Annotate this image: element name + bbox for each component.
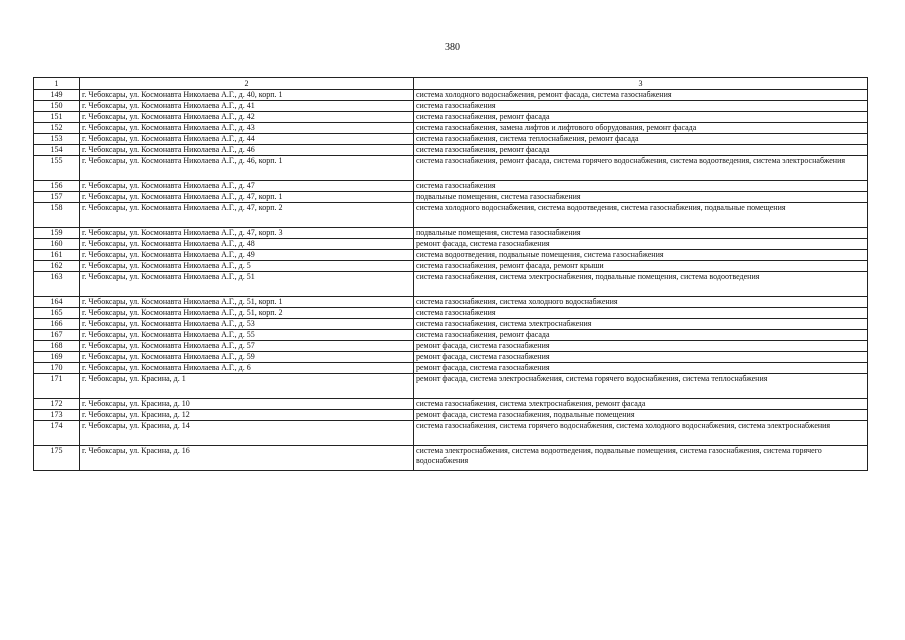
works-cell: система газоснабжения, система горячего водоснабжения, система холодного водоснабжения, система электроснабжения xyxy=(414,421,868,446)
row-number-cell: 172 xyxy=(34,399,80,410)
table-row xyxy=(34,330,868,341)
column-header-works: 3 xyxy=(414,78,868,90)
address-cell: г. Чебоксары, ул. Космонавта Николаева А.Г., д. 46, корп. 1 xyxy=(80,156,414,181)
page-number: 380 xyxy=(445,42,460,53)
address-cell: г. Чебоксары, ул. Космонавта Николаева А.Г., д. 59 xyxy=(80,352,414,363)
address-cell: г. Чебоксары, ул. Красина, д. 12 xyxy=(80,410,414,421)
works-cell: система газоснабжения, ремонт фасада, ремонт крыши xyxy=(414,261,868,272)
row-number-cell: 166 xyxy=(34,319,80,330)
address-cell: г. Чебоксары, ул. Космонавта Николаева А.Г., д. 44 xyxy=(80,134,414,145)
row-number-cell: 153 xyxy=(34,134,80,145)
address-cell: г. Чебоксары, ул. Космонавта Николаева А.Г., д. 47 xyxy=(80,181,414,192)
works-cell: система газоснабжения, ремонт фасада xyxy=(414,112,868,123)
works-cell: система газоснабжения xyxy=(414,101,868,112)
table-row xyxy=(34,272,868,297)
address-cell: г. Чебоксары, ул. Космонавта Николаева А.Г., д. 46 xyxy=(80,145,414,156)
address-cell: г. Чебоксары, ул. Космонавта Николаева А.Г., д. 47, корп. 1 xyxy=(80,192,414,203)
works-cell: ремонт фасада, система газоснабжения xyxy=(414,352,868,363)
address-cell: г. Чебоксары, ул. Красина, д. 16 xyxy=(80,446,414,471)
address-cell: г. Чебоксары, ул. Космонавта Николаева А.Г., д. 5 xyxy=(80,261,414,272)
works-cell: система газоснабжения, замена лифтов и лифтового оборудования, ремонт фасада xyxy=(414,123,868,134)
row-number-cell: 168 xyxy=(34,341,80,352)
address-cell: г. Чебоксары, ул. Космонавта Николаева А.Г., д. 47, корп. 2 xyxy=(80,203,414,228)
table-row xyxy=(34,181,868,192)
works-cell: подвальные помещения, система газоснабжения xyxy=(414,192,868,203)
row-number-cell: 152 xyxy=(34,123,80,134)
table-row xyxy=(34,399,868,410)
row-number-cell: 165 xyxy=(34,308,80,319)
table-row xyxy=(34,319,868,330)
table-row xyxy=(34,352,868,363)
table-row xyxy=(34,374,868,399)
row-number-cell: 157 xyxy=(34,192,80,203)
works-cell: система газоснабжения, система холодного водоснабжения xyxy=(414,297,868,308)
table-row xyxy=(34,297,868,308)
row-number-cell: 155 xyxy=(34,156,80,181)
table-row xyxy=(34,363,868,374)
table-row xyxy=(34,446,868,471)
address-cell: г. Чебоксары, ул. Космонавта Николаева А.Г., д. 49 xyxy=(80,250,414,261)
table-row xyxy=(34,192,868,203)
works-cell: ремонт фасада, система газоснабжения xyxy=(414,239,868,250)
row-number-cell: 161 xyxy=(34,250,80,261)
address-cell: г. Чебоксары, ул. Космонавта Николаева А.Г., д. 51, корп. 2 xyxy=(80,308,414,319)
row-number-cell: 159 xyxy=(34,228,80,239)
works-cell: система газоснабжения, ремонт фасада xyxy=(414,330,868,341)
row-number-cell: 175 xyxy=(34,446,80,471)
table-row xyxy=(34,421,868,446)
address-cell: г. Чебоксары, ул. Космонавта Николаева А.Г., д. 6 xyxy=(80,363,414,374)
address-cell: г. Чебоксары, ул. Космонавта Николаева А.Г., д. 55 xyxy=(80,330,414,341)
table-row xyxy=(34,250,868,261)
works-cell: ремонт фасада, система электроснабжения, система горячего водоснабжения, система теплоснабжения xyxy=(414,374,868,399)
table-header-row xyxy=(34,78,868,90)
row-number-cell: 173 xyxy=(34,410,80,421)
table-row xyxy=(34,341,868,352)
row-number-cell: 162 xyxy=(34,261,80,272)
row-number-cell: 170 xyxy=(34,363,80,374)
address-cell: г. Чебоксары, ул. Космонавта Николаева А.Г., д. 43 xyxy=(80,123,414,134)
row-number-cell: 150 xyxy=(34,101,80,112)
row-number-cell: 163 xyxy=(34,272,80,297)
address-cell: г. Чебоксары, ул. Космонавта Николаева А.Г., д. 53 xyxy=(80,319,414,330)
address-cell: г. Чебоксары, ул. Космонавта Николаева А.Г., д. 48 xyxy=(80,239,414,250)
table-row xyxy=(34,410,868,421)
repair-table xyxy=(33,77,868,471)
works-cell: ремонт фасада, система газоснабжения, подвальные помещения xyxy=(414,410,868,421)
row-number-cell: 158 xyxy=(34,203,80,228)
address-cell: г. Чебоксары, ул. Космонавта Николаева А.Г., д. 41 xyxy=(80,101,414,112)
row-number-cell: 156 xyxy=(34,181,80,192)
works-cell: система водоотведения, подвальные помещения, система газоснабжения xyxy=(414,250,868,261)
works-cell: система холодного водоснабжения, ремонт фасада, система газоснабжения xyxy=(414,90,868,101)
table-row xyxy=(34,239,868,250)
row-number-cell: 151 xyxy=(34,112,80,123)
table-row xyxy=(34,101,868,112)
column-header-number: 1 xyxy=(34,78,80,90)
address-cell: г. Чебоксары, ул. Красина, д. 1 xyxy=(80,374,414,399)
works-cell: ремонт фасада, система газоснабжения xyxy=(414,363,868,374)
row-number-cell: 169 xyxy=(34,352,80,363)
table-row xyxy=(34,145,868,156)
works-cell: система газоснабжения, ремонт фасада, система горячего водоснабжения, система водоотведения, система электроснабжения xyxy=(414,156,868,181)
address-cell: г. Чебоксары, ул. Космонавта Николаева А.Г., д. 42 xyxy=(80,112,414,123)
row-number-cell: 149 xyxy=(34,90,80,101)
address-cell: г. Чебоксары, ул. Красина, д. 14 xyxy=(80,421,414,446)
address-cell: г. Чебоксары, ул. Космонавта Николаева А.Г., д. 47, корп. 3 xyxy=(80,228,414,239)
table-row xyxy=(34,156,868,181)
row-number-cell: 164 xyxy=(34,297,80,308)
row-number-cell: 160 xyxy=(34,239,80,250)
address-cell: г. Чебоксары, ул. Космонавта Николаева А.Г., д. 57 xyxy=(80,341,414,352)
table-row xyxy=(34,308,868,319)
table-body xyxy=(34,90,868,471)
works-cell: система газоснабжения, система электроснабжения, подвальные помещения, система водоотведения xyxy=(414,272,868,297)
table-row xyxy=(34,123,868,134)
table-row xyxy=(34,261,868,272)
works-cell: система газоснабжения, система теплоснабжения, ремонт фасада xyxy=(414,134,868,145)
works-cell: система газоснабжения, система электроснабжения, ремонт фасада xyxy=(414,399,868,410)
table-row xyxy=(34,203,868,228)
table-row xyxy=(34,112,868,123)
address-cell: г. Чебоксары, ул. Космонавта Николаева А.Г., д. 51, корп. 1 xyxy=(80,297,414,308)
address-cell: г. Чебоксары, ул. Космонавта Николаева А.Г., д. 40, корп. 1 xyxy=(80,90,414,101)
table-row xyxy=(34,90,868,101)
row-number-cell: 174 xyxy=(34,421,80,446)
works-cell: система газоснабжения xyxy=(414,308,868,319)
works-cell: подвальные помещения, система газоснабжения xyxy=(414,228,868,239)
column-header-address: 2 xyxy=(80,78,414,90)
works-cell: система электроснабжения, система водоотведения, подвальные помещения, система газоснабжения, система горячего водоснабжения xyxy=(414,446,868,471)
table-row xyxy=(34,228,868,239)
works-cell: система газоснабжения xyxy=(414,181,868,192)
works-cell: система газоснабжения, ремонт фасада xyxy=(414,145,868,156)
row-number-cell: 167 xyxy=(34,330,80,341)
works-cell: система газоснабжения, система электроснабжения xyxy=(414,319,868,330)
works-cell: ремонт фасада, система газоснабжения xyxy=(414,341,868,352)
works-cell: система холодного водоснабжения, система водоотведения, система газоснабжения, подвальные помещения xyxy=(414,203,868,228)
address-cell: г. Чебоксары, ул. Красина, д. 10 xyxy=(80,399,414,410)
row-number-cell: 154 xyxy=(34,145,80,156)
table-row xyxy=(34,134,868,145)
address-cell: г. Чебоксары, ул. Космонавта Николаева А.Г., д. 51 xyxy=(80,272,414,297)
row-number-cell: 171 xyxy=(34,374,80,399)
